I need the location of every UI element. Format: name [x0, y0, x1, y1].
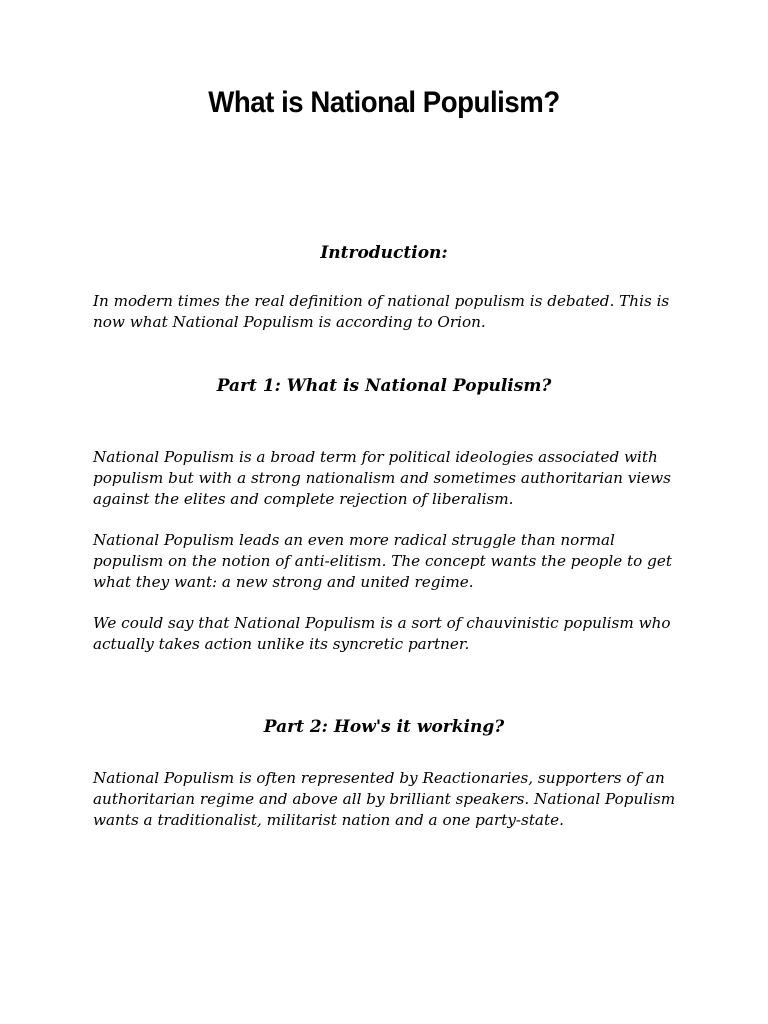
paragraph-part-1-3: We could say that National Populism is a sort of chauvinistic populism who actually takes action unlike its syncretic partner.	[93, 614, 671, 653]
paragraph-introduction: In modern times the real definition of national populism is debated. This is now what National Populism is according to Orion.	[93, 292, 670, 331]
section-heading-part-1: Part 1: What is National Populism?	[216, 376, 552, 396]
paragraph-part-2-1: National Populism is often represented by Reactionaries, supporters of an authoritarian regime and above all by brilliant speakers. National Populism wants a traditionalist, militarist nation and a one party-state.	[93, 769, 676, 829]
paragraph-part-1-2: National Populism leads an even more radical struggle than normal populism on the notion of anti-elitism. The concept wants the people to get what they want: a new strong and united regime.	[93, 531, 672, 591]
paragraph-part-1-1: National Populism is a broad term for political ideologies associated with populism but with a strong nationalism and sometimes authoritarian views against the elites and complete rejection of liberalism.	[93, 448, 671, 508]
section-heading-introduction: Introduction:	[320, 243, 448, 263]
section-heading-part-2: Part 2: How's it working?	[263, 717, 505, 737]
document-title: What is National Populism?	[208, 86, 560, 119]
